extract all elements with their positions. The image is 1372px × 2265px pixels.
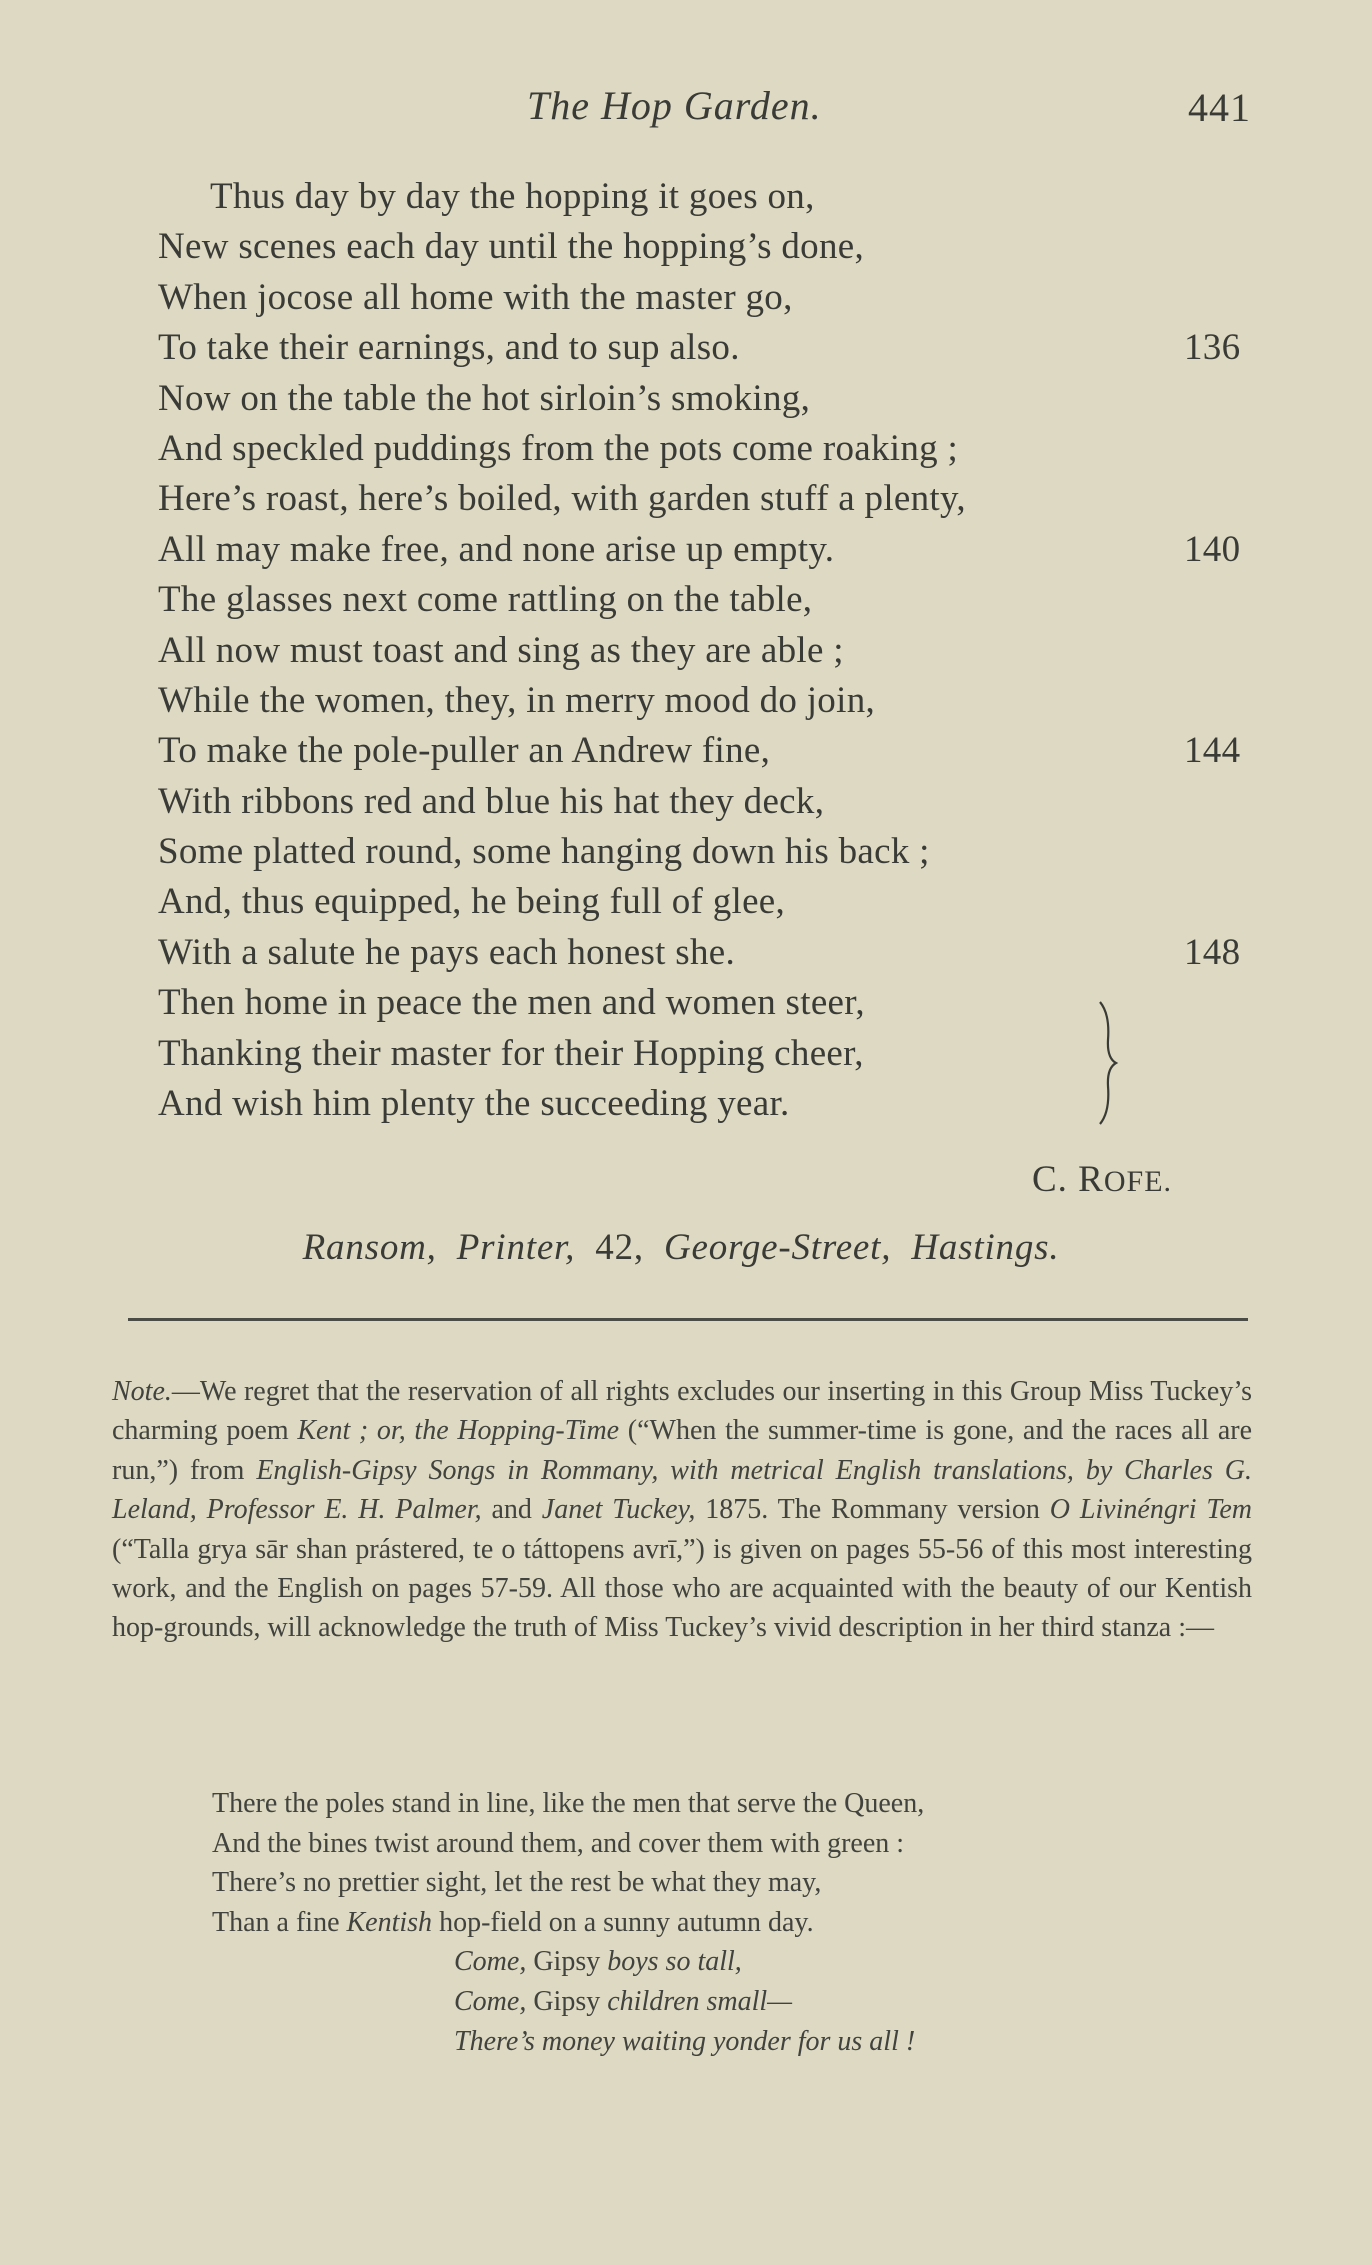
poem-line [158,877,1258,927]
running-head [0,82,1372,142]
poem-line-text: To take their earnings, and to sup also. [158,327,740,369]
imprint-name: Ransom, [302,1227,437,1268]
poem-line-text: All now must toast and sing as they are able ; [158,629,844,671]
editorial-note [112,1372,1252,1648]
poem-line [158,172,1258,222]
note-author: Janet Tuckey, [541,1494,696,1526]
poem-line [158,676,1258,726]
poem-line-text: All may make free, and none arise up empty. [158,528,835,570]
stanza-italic: Come, [454,1946,527,1978]
note-rommany-title: O Livinéngri Tem [1049,1494,1252,1526]
poem-line [158,928,1258,978]
quoted-stanza [212,1784,1252,2061]
poem-line [158,323,1258,373]
poem-line [158,726,1258,776]
poem-line-text: Now on the table the hot sirloin’s smoking, [158,377,811,419]
stanza-line [212,1903,1252,1943]
poem-line [158,374,1258,424]
poem-line-text: Some platted round, some hanging down his back ; [158,831,930,873]
poem-line-text: And wish him plenty the succeeding year. [158,1083,790,1125]
poem-line-text: With a salute he pays each honest she. [158,931,736,973]
poem-line-text: New scenes each day until the hopping’s done, [158,226,865,268]
poem-line [158,575,1258,625]
line-number: 136 [1184,327,1241,369]
chorus-line [212,2022,1252,2062]
stanza-italic: boys so tall, [607,1946,742,1978]
poem-line [158,474,1258,524]
line-number: 140 [1184,528,1241,570]
imprint-town: Hastings. [911,1227,1060,1268]
line-number: 148 [1184,931,1241,973]
page-number: 441 [1188,85,1251,130]
horizontal-rule [128,1318,1248,1321]
stanza-italic: Kentish [346,1906,433,1938]
note-label: Note. [112,1376,172,1407]
poem-line-text: Thanking their master for their Hopping cheer, [158,1032,864,1074]
poem-line [158,978,1258,1028]
poem-line [158,626,1258,676]
poem-line-text: And speckled puddings from the pots come roaking ; [158,427,959,469]
stanza-line: There’s no prettier sight, let the rest be what they may, [212,1867,822,1899]
chorus-line [212,1982,1252,2022]
signature-surname-rest: OFE. [1103,1165,1173,1198]
poem-line-text: While the women, they, in merry mood do join, [158,679,876,721]
stanza-text: Than a fine [212,1906,347,1938]
poem-line [158,525,1258,575]
stanza-italic: Come, [454,1985,527,2017]
poem-line-text: The glasses next come rattling on the table, [158,579,813,621]
poem-line-text: With ribbons red and blue his hat they deck, [158,780,825,822]
running-head-title: The Hop Garden. [527,83,822,128]
poem-line [158,273,1258,323]
note-text-4: 1875. The Rommany version [695,1494,1050,1526]
stanza-text: Gipsy [526,1985,608,2017]
poem-line [158,777,1258,827]
imprint-role: Printer, [456,1227,576,1268]
poem-line-text: Here’s roast, here’s boiled, with garden stuff a plenty, [158,478,966,520]
note-book-title: English-Gipsy Songs in Rommany, with metrical English translations, by Charles G. Leland, Professor E. H. Palmer, [112,1454,1252,1526]
stanza-italic: children small— [607,1985,793,2017]
note-poem-title: Kent ; or, the Hopping-Time [297,1415,620,1447]
poem-line [158,1029,1258,1079]
poem-signature [1032,1158,1172,1201]
poem-line [158,1079,1258,1129]
imprint-street: George-Street, [663,1227,892,1268]
poem-line-text: Then home in peace the men and women steer, [158,982,865,1024]
note-text-1: —We regret that the reservation of all rights excludes our inserting in this Group Miss Tuckey’s charming poem [112,1376,1252,1447]
chorus-line [212,1942,1252,1982]
note-text-5: (“Talla grya sār shan prástered, te o táttopens avrī,”) is given on pages 55-56 of this most interesting work, and the English on pages 57-59. All those who are acquainted with the beauty of our Kentish hop-grounds, will acknowledge the truth of Miss Tuckey’s vivid description in her third stanza :— [112,1533,1252,1644]
note-text-2: (“When the summer-time is gone, and the races all are run,”) from [112,1415,1252,1486]
poem-line-text: And, thus equipped, he being full of glee, [158,881,786,923]
poem-line-text: Thus day by day the hopping it goes on, [210,176,815,217]
stanza-text: Gipsy [526,1946,608,1978]
stanza-italic: There’s money waiting yonder for us all ! [454,2025,916,2057]
poem-line [158,424,1258,474]
signature-initial: C. R [1032,1159,1104,1200]
printer-imprint [0,1226,1372,1269]
poem-line-text: When jocose all home with the master go, [158,276,793,318]
poem-line [158,827,1258,877]
poem [158,172,1258,1129]
note-text-3: and [481,1494,542,1526]
stanza-text: hop-field on a sunny autumn day. [432,1906,814,1938]
stanza-line: And the bines twist around them, and cover them with green : [212,1827,905,1859]
poem-line [158,222,1258,272]
poem-line-text: To make the pole-puller an Andrew fine, [158,730,771,772]
imprint-number: 42, [595,1227,644,1268]
line-number: 144 [1184,730,1241,772]
stanza-line: There the poles stand in line, like the men that serve the Queen, [212,1788,925,1819]
right-brace-icon [1096,1000,1120,1126]
